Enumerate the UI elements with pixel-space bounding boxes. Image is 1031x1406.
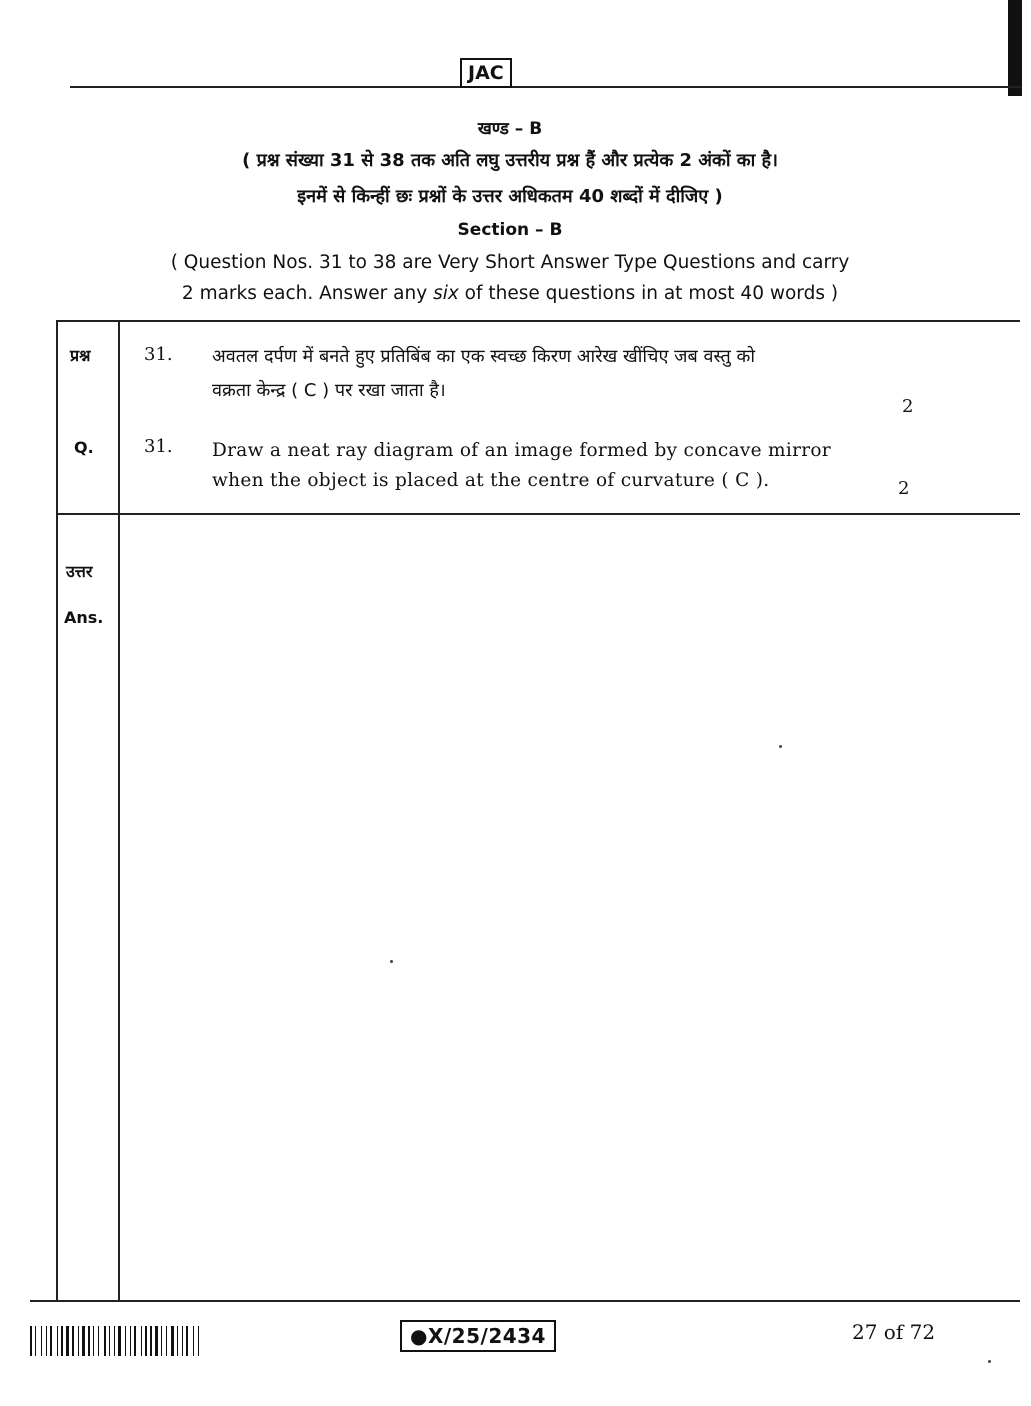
- board-badge: JAC: [460, 58, 512, 88]
- question-text-hindi: [212, 340, 932, 408]
- question-number-english: 31.: [144, 436, 173, 457]
- page-number: 27 of 72: [852, 1320, 936, 1344]
- instructions-emphasis: six: [433, 283, 459, 304]
- marks-english: 2: [898, 478, 910, 499]
- instructions-part-a: 2 marks each. Answer any: [181, 283, 434, 304]
- barcode-image: [30, 1322, 292, 1362]
- instructions-english-line-1: ( Question Nos. 31 to 38 are Very Short Answer Type Questions and carry: [170, 252, 850, 273]
- header-rule: [70, 86, 1021, 88]
- question-label-english: Q.: [74, 438, 94, 457]
- table-top-border: [58, 320, 1020, 322]
- scan-speck: [988, 1360, 991, 1363]
- instructions-part-c: of these questions in at most 40 words ): [458, 283, 839, 304]
- marks-hindi: 2: [902, 396, 914, 417]
- paper-code: ●X/25/2434: [400, 1320, 556, 1352]
- question-hindi-line-1: अवतल दर्पण में बनते हुए प्रतिबिंब का एक स्वच्छ किरण आरेख खींचिए जब वस्तु को: [212, 346, 755, 367]
- scan-speck: [390, 960, 393, 963]
- question-english-line-2: when the object is placed at the centre of curvature ( C ).: [212, 470, 770, 491]
- question-english-line-1: Draw a neat ray diagram of an image formed by concave mirror: [212, 440, 831, 461]
- answer-writing-area[interactable]: [120, 515, 1020, 1300]
- section-title-english: Section – B: [457, 220, 563, 240]
- question-hindi-line-2: वक्रता केन्द्र ( C ) पर रखा जाता है।: [212, 380, 446, 401]
- section-title-hindi: खण्ड – B: [477, 119, 543, 139]
- question-label-hindi: प्रश्न: [70, 346, 91, 365]
- question-text-english: [212, 436, 932, 496]
- page-edge-mark: [1008, 0, 1022, 96]
- question-number-hindi: 31.: [144, 344, 173, 365]
- instructions-hindi-line-2: इनमें से किन्हीं छः प्रश्नों के उत्तर अधिकतम 40 शब्दों में दीजिए ): [297, 186, 723, 207]
- scan-speck: [779, 745, 782, 748]
- answer-label-english: Ans.: [64, 608, 104, 627]
- instructions-english-line-2: [60, 283, 960, 304]
- table-bottom-border: [30, 1300, 1020, 1302]
- instructions-hindi-line-1: ( प्रश्न संख्या 31 से 38 तक अति लघु उत्तरीय प्रश्न हैं और प्रत्येक 2 अंकों का है।: [242, 150, 778, 171]
- answer-label-hindi: उत्तर: [66, 562, 93, 581]
- table-left-border: [56, 320, 58, 1302]
